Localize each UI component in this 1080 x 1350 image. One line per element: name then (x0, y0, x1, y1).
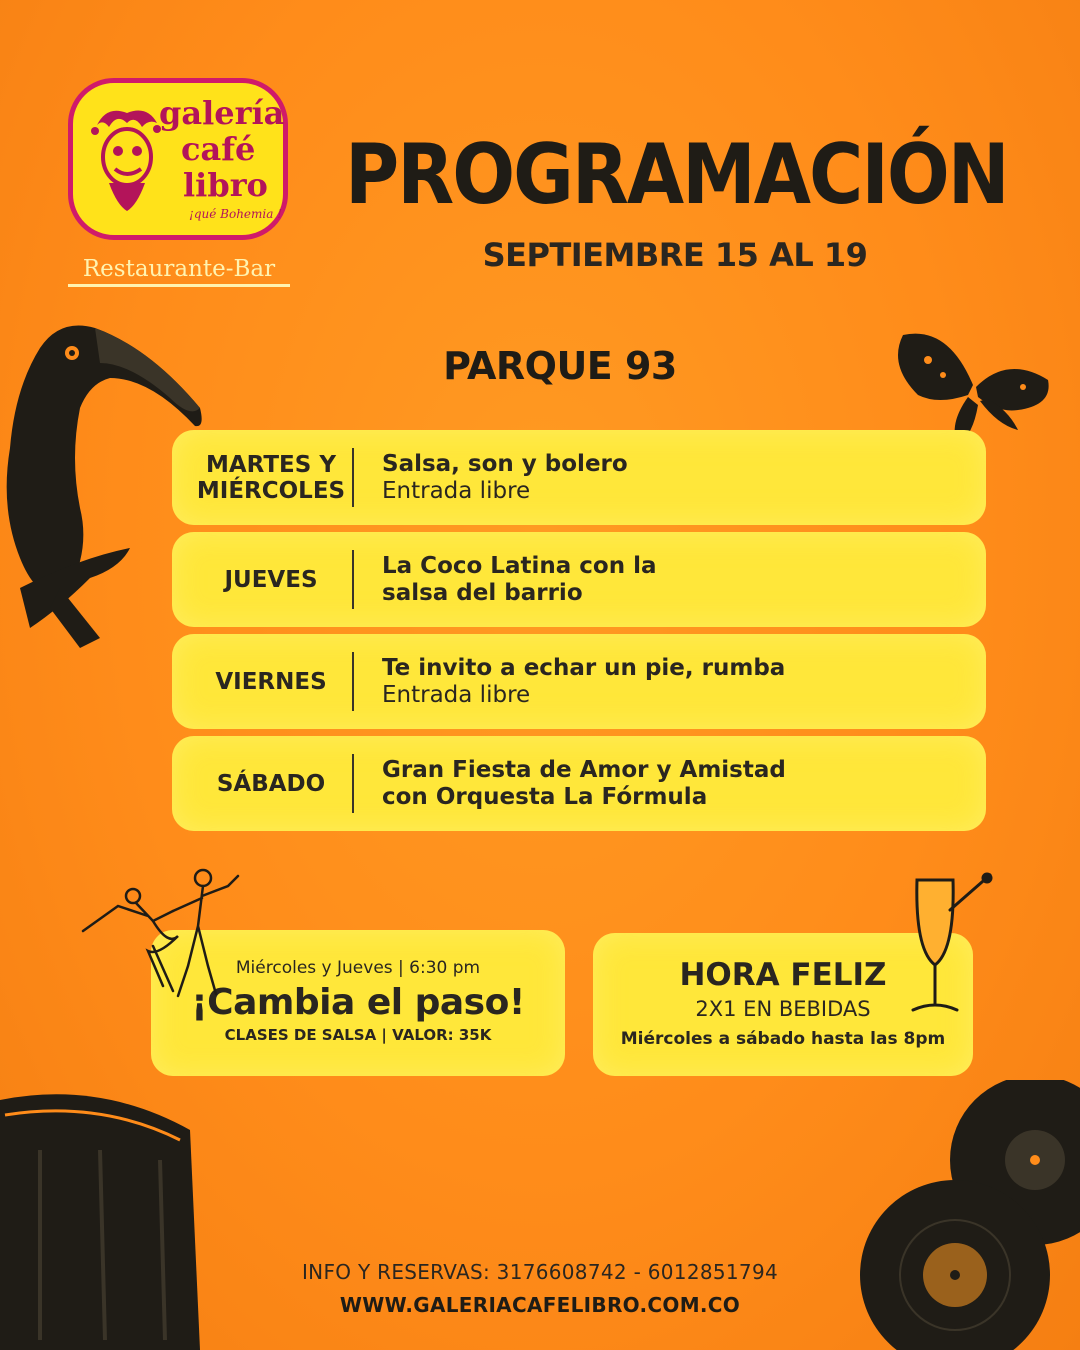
schedule-list (172, 430, 986, 838)
schedule-row-martes-miercoles (172, 430, 986, 525)
schedule-event: Te invito a echar un pie, rumba (382, 654, 786, 681)
logo-word-libro: libro (183, 166, 268, 204)
dancers-icon (78, 866, 248, 1001)
schedule-row-viernes (172, 634, 986, 729)
brand-logo (68, 78, 288, 240)
schedule-day: VIERNES (215, 668, 327, 695)
jester-face-icon (87, 105, 169, 215)
date-range: SEPTIEMBRE 15 AL 19 (482, 236, 868, 274)
schedule-event: Gran Fiesta de Amor y Amistad con Orquesta La Fórmula (382, 756, 786, 810)
wine-glass-icon (895, 870, 995, 1020)
happy-hour-offer: 2X1 EN BEBIDAS (695, 997, 871, 1021)
contact-info: INFO Y RESERVAS: 3176608742 - 6012851794 (301, 1260, 778, 1284)
schedule-day: JUEVES (224, 566, 318, 593)
logo-tagline: ¡qué Bohemia ! (189, 207, 283, 221)
schedule-event: La Coco Latina con la salsa del barrio (382, 552, 657, 606)
schedule-row-jueves (172, 532, 986, 627)
divider (352, 448, 354, 507)
logo-word-cafe: café (181, 130, 256, 168)
website-link[interactable]: WWW.GALERIACAFELIBRO.COM.CO (339, 1293, 741, 1317)
schedule-note: Entrada libre (382, 477, 531, 504)
logo-subtitle: Restaurante-Bar (68, 256, 290, 287)
page-title: PROGRAMACIÓN (345, 126, 1008, 224)
schedule-day: SÁBADO (216, 770, 326, 797)
logo-word-galeria: galería (159, 94, 285, 132)
schedule-day: MARTES Y MIÉRCOLES (196, 451, 346, 504)
happy-hour-times: Miércoles a sábado hasta las 8pm (620, 1029, 946, 1049)
divider (352, 754, 354, 813)
drum-icon (0, 1090, 205, 1350)
venue-title: PARQUE 93 (443, 344, 677, 388)
schedule-event: Salsa, son y bolero (382, 450, 628, 477)
happy-hour-title: HORA FELIZ (679, 957, 887, 993)
schedule-row-sabado (172, 736, 986, 831)
classes-details: CLASES DE SALSA | VALOR: 35K (224, 1026, 492, 1044)
classes-schedule: Miércoles y Jueves | 6:30 pm (235, 958, 481, 978)
schedule-note: Entrada libre (382, 681, 531, 708)
divider (352, 652, 354, 711)
vinyl-records-icon (860, 1080, 1080, 1350)
classes-headline: ¡Cambia el paso! (191, 982, 525, 1023)
divider (352, 550, 354, 609)
